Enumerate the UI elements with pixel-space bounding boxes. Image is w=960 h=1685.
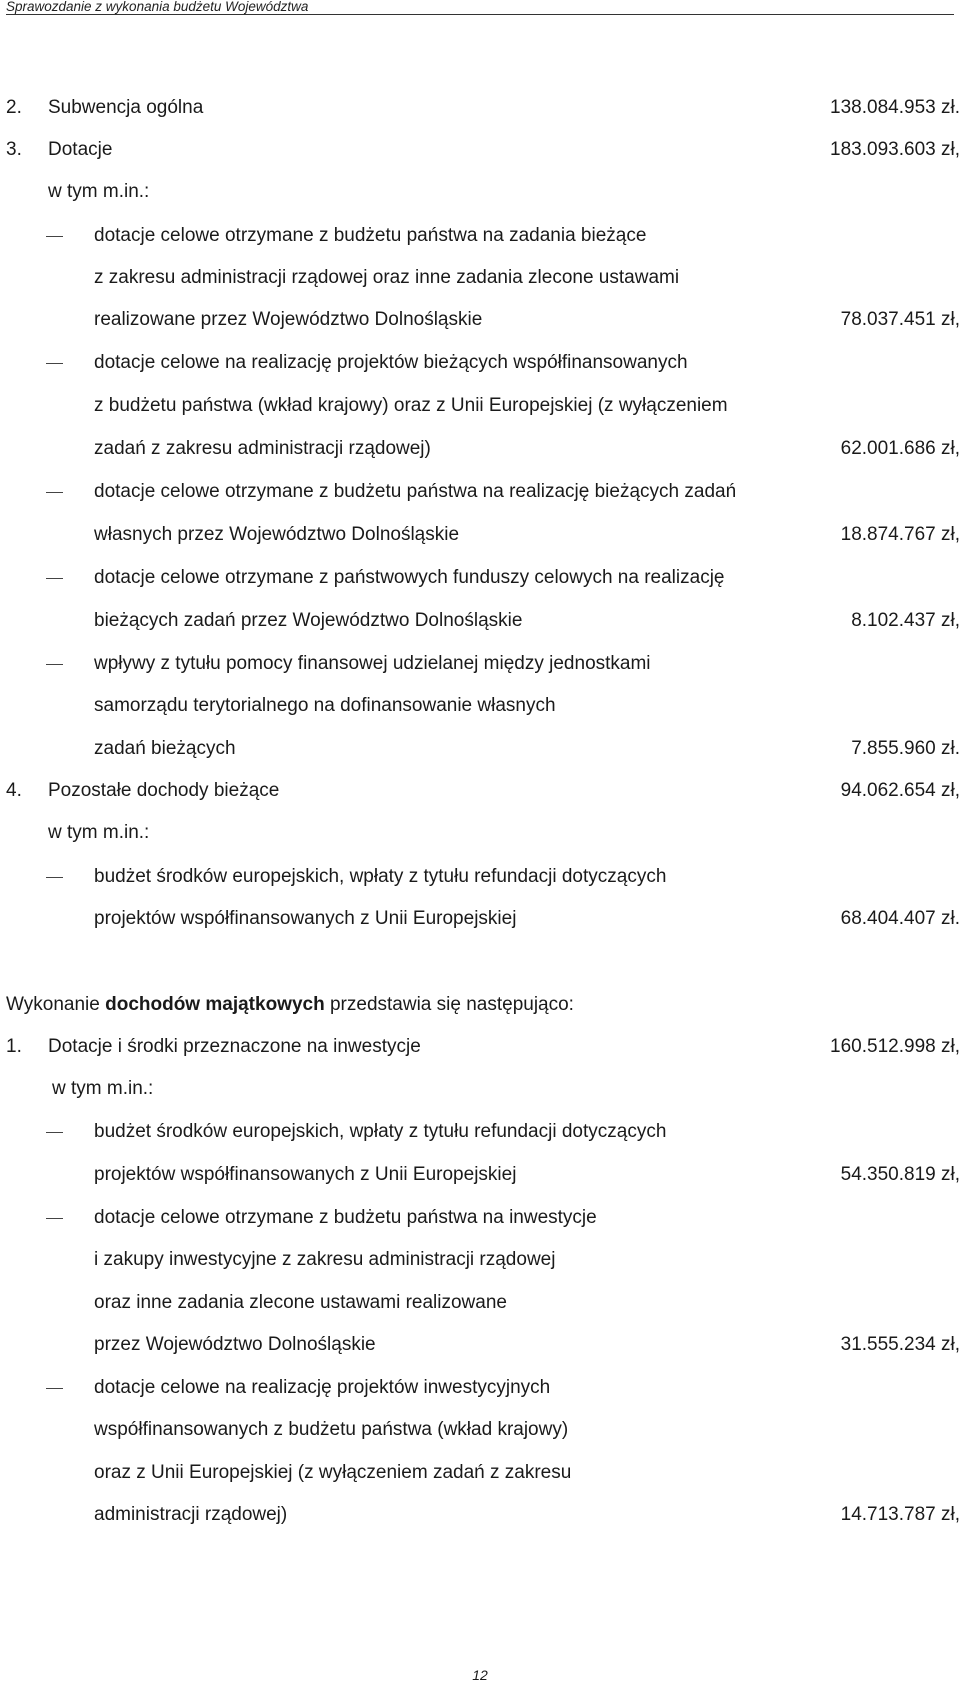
- item-label: w tym m.in.:: [48, 181, 150, 202]
- item-label: administracji rządowej): [94, 1504, 288, 1525]
- list-dash: [46, 236, 63, 237]
- section-intro: Wykonanie dochodów majątkowych przedstawia się następująco:: [6, 994, 574, 1015]
- item-amount: 7.855.960 zł.: [851, 738, 960, 759]
- item-amount: 68.404.407 zł.: [840, 908, 960, 929]
- item-number: 2.: [6, 97, 22, 118]
- item-number: 3.: [6, 139, 22, 160]
- item-amount: 94.062.654 zł,: [840, 780, 960, 801]
- item-label: z zakresu administracji rządowej oraz inne zadania zlecone ustawami: [94, 267, 680, 288]
- item-label: w tym m.in.:: [52, 1078, 154, 1099]
- item-amount: 183.093.603 zł,: [830, 139, 960, 160]
- list-dash: [46, 1388, 63, 1389]
- page-number: 12: [472, 1667, 488, 1683]
- item-label: zadań z zakresu administracji rządowej): [94, 438, 431, 459]
- item-label: dotacje celowe na realizację projektów bieżących współfinansowanych: [94, 352, 688, 373]
- section-intro-bold: dochodów majątkowych: [105, 994, 325, 1015]
- item-label: budżet środków europejskich, wpłaty z tytułu refundacji dotyczących: [94, 1121, 667, 1142]
- item-label: współfinansowanych z budżetu państwa (wkład krajowy): [94, 1419, 569, 1440]
- list-dash: [46, 578, 63, 579]
- item-label: Subwencja ogólna: [48, 97, 204, 118]
- item-label: samorządu terytorialnego na dofinansowanie własnych: [94, 695, 556, 716]
- item-number: 1.: [6, 1036, 22, 1057]
- item-label: dotacje celowe na realizację projektów inwestycyjnych: [94, 1377, 551, 1398]
- item-amount: 31.555.234 zł,: [840, 1334, 960, 1355]
- item-number: 4.: [6, 780, 22, 801]
- item-amount: 18.874.767 zł,: [840, 524, 960, 545]
- item-label: wpływy z tytułu pomocy finansowej udzielanej między jednostkami: [94, 653, 651, 674]
- item-amount: 138.084.953 zł.: [830, 97, 960, 118]
- item-label: realizowane przez Województwo Dolnośląskie: [94, 309, 483, 330]
- item-label: z budżetu państwa (wkład krajowy) oraz z Unii Europejskiej (z wyłączeniem: [94, 395, 728, 416]
- item-label: dotacje celowe otrzymane z budżetu państwa na realizację bieżących zadań: [94, 481, 737, 502]
- item-amount: 54.350.819 zł,: [840, 1164, 960, 1185]
- item-label: oraz inne zadania zlecone ustawami realizowane: [94, 1292, 507, 1313]
- list-dash: [46, 363, 63, 364]
- item-label: dotacje celowe otrzymane z państwowych funduszy celowych na realizację: [94, 567, 725, 588]
- item-label: Dotacje i środki przeznaczone na inwestycje: [48, 1036, 421, 1057]
- list-dash: [46, 1218, 63, 1219]
- item-amount: 78.037.451 zł,: [840, 309, 960, 330]
- item-label: bieżących zadań przez Województwo Dolnośląskie: [94, 610, 523, 631]
- list-dash: [46, 664, 63, 665]
- list-dash: [46, 492, 63, 493]
- item-label: dotacje celowe otrzymane z budżetu państwa na zadania bieżące: [94, 225, 647, 246]
- item-label: w tym m.in.:: [48, 822, 150, 843]
- item-amount: 14.713.787 zł,: [840, 1504, 960, 1525]
- item-label: projektów współfinansowanych z Unii Europejskiej: [94, 1164, 517, 1185]
- item-label: zadań bieżących: [94, 738, 236, 759]
- item-label: Pozostałe dochody bieżące: [48, 780, 280, 801]
- running-header: Sprawozdanie z wykonania budżetu Województwa: [6, 0, 954, 15]
- item-label: własnych przez Województwo Dolnośląskie: [94, 524, 460, 545]
- item-label: budżet środków europejskich, wpłaty z tytułu refundacji dotyczących: [94, 866, 667, 887]
- item-label: przez Województwo Dolnośląskie: [94, 1334, 376, 1355]
- item-label: i zakupy inwestycyjne z zakresu administracji rządowej: [94, 1249, 556, 1270]
- list-dash: [46, 877, 63, 878]
- item-amount: 160.512.998 zł,: [830, 1036, 960, 1057]
- item-amount: 62.001.686 zł,: [840, 438, 960, 459]
- item-amount: 8.102.437 zł,: [851, 610, 960, 631]
- item-label: oraz z Unii Europejskiej (z wyłączeniem zadań z zakresu: [94, 1462, 572, 1483]
- item-label: Dotacje: [48, 139, 113, 160]
- item-label: projektów współfinansowanych z Unii Europejskiej: [94, 908, 517, 929]
- item-label: dotacje celowe otrzymane z budżetu państwa na inwestycje: [94, 1207, 597, 1228]
- list-dash: [46, 1132, 63, 1133]
